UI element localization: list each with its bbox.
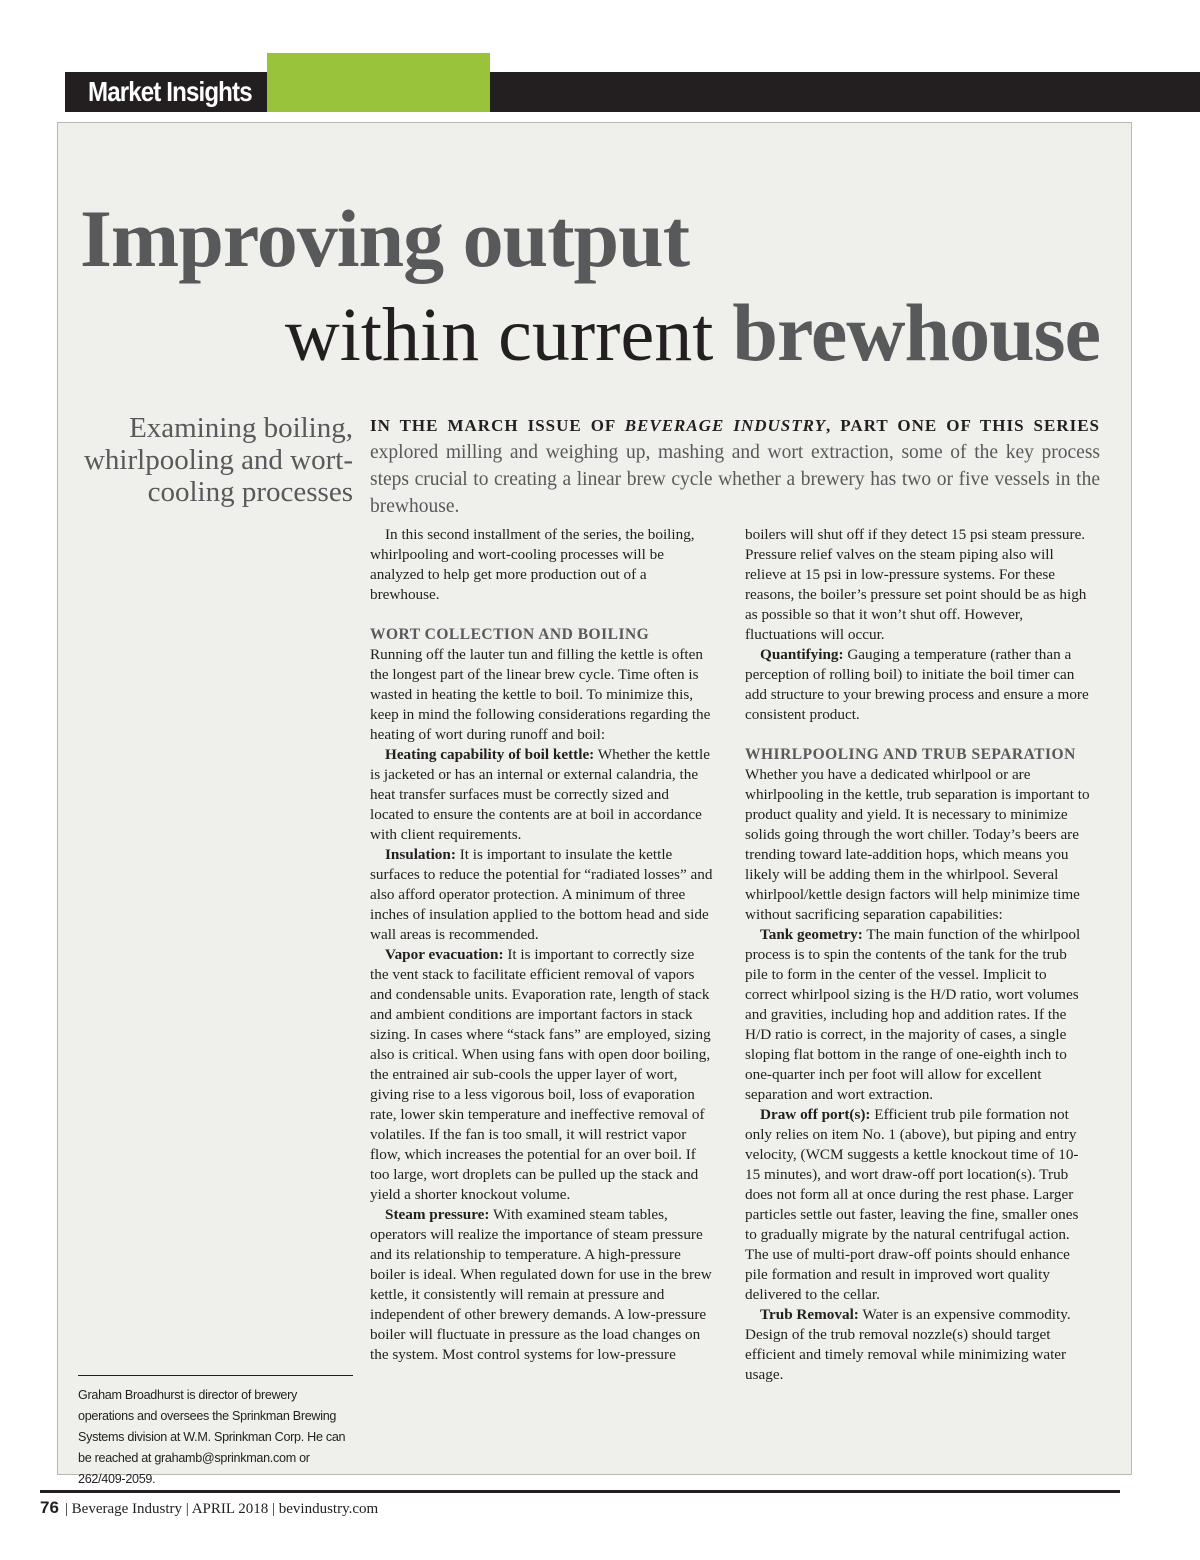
- run-in-label: Steam pressure:: [385, 1206, 490, 1223]
- headline-line-2: [284, 287, 1100, 378]
- page-number: 76: [40, 1498, 59, 1517]
- body-paragraph: Whether you have a dedicated whirlpool or are whirlpooling in the kettle, trub separation is important to product quality and yield. It is necessary to minimize solids going through the wort chiller. Today’s beers are trending toward late-addition hops, which means you likely will be adding them in the whirlpool. Several whirlpool/kettle design factors will help minimize time without sacrificing separation capabilities:: [745, 766, 1090, 923]
- body-paragraph: [370, 745, 716, 845]
- body-paragraph: In this second installment of the series, the boiling, whirlpooling and wort-cooling processes will be analyzed to help get more production out of a brewhouse.: [370, 526, 695, 603]
- body-column-1: [370, 525, 716, 1365]
- run-in-label: Heating capability of boil kettle:: [385, 746, 595, 763]
- body-paragraph: Running off the lauter tun and filling the kettle is often the longest part of the linear brew cycle. Time often is wasted in heating the kettle to boil. To minimize this, keep in mind the following considerations regarding the heating of wort during runoff and boil:: [370, 646, 711, 743]
- body-text: Whether the kettle is jacketed or has an internal or external calandria, the heat transfer surfaces must be correctly sized and located to ensure the contents are at boil in accordance with client requirements.: [370, 746, 710, 843]
- body-column-2: [745, 525, 1091, 1385]
- author-bio: Graham Broadhurst is director of brewery operations and oversees the Sprinkman Brewing Systems division at W.M. Sprinkman Corp. He can be reached at grahamb@sprinkman.com or 262/409-2059.: [78, 1388, 346, 1486]
- body-paragraph: [370, 945, 716, 1205]
- body-paragraph: [745, 645, 1091, 725]
- section-label: Market Insights: [88, 76, 252, 107]
- bio-divider: [78, 1375, 353, 1376]
- headline-bold-part: brewhouse: [732, 287, 1100, 378]
- body-text: Water is an expensive commodity. Design of the trub removal nozzle(s) should target efficient and timely removal while minimizing water usage.: [745, 1306, 1071, 1383]
- body-paragraph: [745, 925, 1091, 1105]
- intro-lead-end: , PART ONE OF THIS SERIES: [826, 416, 1101, 435]
- intro-lead-start: IN THE MARCH ISSUE OF: [370, 416, 625, 435]
- body-paragraph: [370, 1205, 716, 1365]
- run-in-label: Vapor evacuation:: [385, 946, 504, 963]
- section-heading-wort-collection: WORT COLLECTION AND BOILING: [370, 626, 650, 643]
- page-footer: [40, 1498, 378, 1518]
- body-paragraph: boilers will shut off if they detect 15 psi steam pressure. Pressure relief valves on the steam piping also will relieve at 15 psi in low-pressure systems. For these reasons, the boiler’s pressure set point should be as high as possible so that it won’t shut off. However, fluctuations will occur.: [745, 526, 1087, 643]
- body-text: It is important to insulate the kettle surfaces to reduce the potential for “radiated losses” and also afford operator protection. A minimum of three inches of insulation applied to the bottom head and side wall areas is recommended.: [370, 846, 713, 943]
- section-heading-whirlpooling: WHIRLPOOLING AND TRUB SEPARATION: [745, 746, 1076, 763]
- body-text: With examined steam tables, operators will realize the importance of steam pressure and its relationship to temperature. A high-pressure boiler is ideal. When regulated down for use in the brew kettle, it consistently will remain at pressure and independent of other brewery demands. A low-pressure boiler will fluctuate in pressure as the load changes on the system. Most control systems for low-pressure: [370, 1206, 712, 1363]
- headline-line-1: Improving output: [80, 193, 690, 284]
- subheadline: Examining boiling, whirlpooling and wort-cooling processes: [83, 412, 353, 508]
- run-in-label: Draw off port(s):: [760, 1106, 871, 1123]
- body-text: The main function of the whirlpool process is to spin the contents of the tank for the trub pile to form in the center of the vessel. Implicit to correct whirlpool sizing is the H/D ratio, wort volumes and gravities, including hop and addition rates. If the H/D ratio is correct, in the majority of cases, a single sloping flat bottom in the range of one-eighth inch to one-quarter inch per foot will allow for excellent separation and wort extraction.: [745, 926, 1081, 1103]
- run-in-label: Trub Removal:: [760, 1306, 859, 1323]
- run-in-label: Insulation:: [385, 846, 456, 863]
- body-paragraph: [745, 1305, 1091, 1385]
- intro-text: explored milling and weighing up, mashing and wort extraction, some of the key process steps crucial to creating a linear brew cycle whether a brewery has two or five vessels in the brewhouse.: [370, 442, 1100, 517]
- footer-divider: [40, 1490, 1120, 1493]
- intro-lead-italic: BEVERAGE INDUSTRY: [624, 416, 827, 435]
- footer-publication: | Beverage Industry | APRIL 2018 | bevindustry.com: [64, 1501, 379, 1517]
- run-in-label: Quantifying:: [760, 646, 844, 663]
- body-paragraph: [370, 845, 716, 945]
- headline-light-part: within current: [284, 293, 733, 377]
- intro-paragraph: [370, 412, 1100, 520]
- body-text: It is important to correctly size the vent stack to facilitate efficient removal of vapors and condensable units. Evaporation rate, length of stack and ambient conditions are important factors in stack sizing. In cases where “stack fans” are employed, sizing also is critical. When using fans with open door boiling, the entrained air sub-cools the upper layer of wort, giving rise to a less vigorous boil, loss of evaporation rate, lower skin temperature and ineffective removal of volatiles. If the fan is too small, it will restrict vapor flow, which increases the potential for an over boil. If too large, wort droplets can be pulled up the stack and yield a shorter knockout volume.: [370, 946, 711, 1203]
- body-text: Gauging a temperature (rather than a perception of rolling boil) to initiate the boil timer can add structure to your brewing process and ensure a more consistent product.: [745, 646, 1089, 723]
- run-in-label: Tank geometry:: [760, 926, 863, 943]
- body-text: Efficient trub pile formation not only relies on item No. 1 (above), but piping and entry velocity, (WCM suggests a kettle knockout time of 10-15 minutes), and wort draw-off port location(s). Trub does not form all at once during the rest phase. Larger particles settle out faster, leaving the fine, smaller ones to gradually migrate by the natural centrifugal action. The use of multi-port draw-off points should enhance pile formation and result in improved wort quality delivered to the cellar.: [745, 1106, 1079, 1303]
- header-accent-tab: [267, 53, 490, 112]
- body-paragraph: [745, 1105, 1091, 1305]
